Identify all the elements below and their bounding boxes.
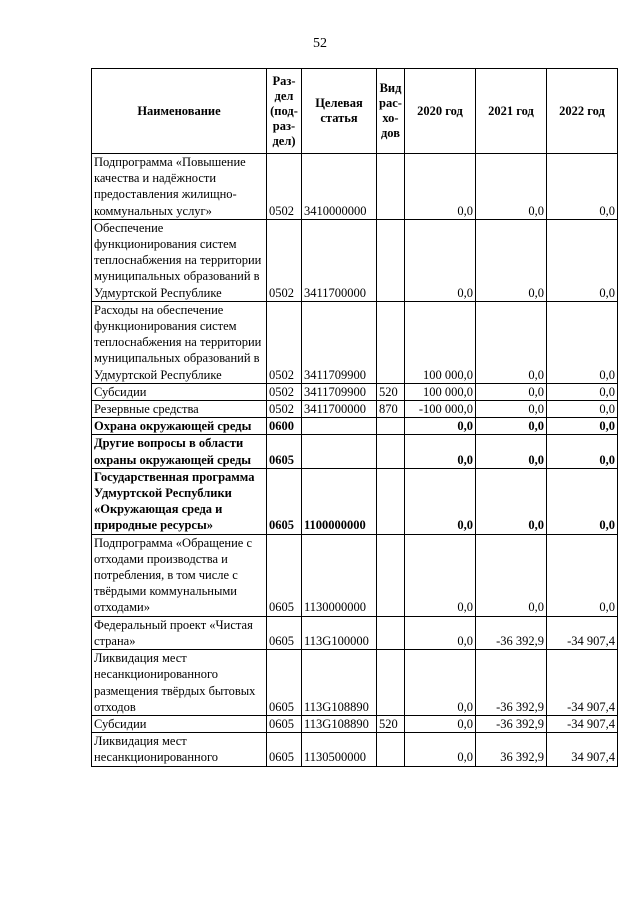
header-2021: 2021 год xyxy=(476,69,547,154)
cell-target: 113G100000 xyxy=(302,616,377,649)
cell-expense-type: 870 xyxy=(377,401,405,418)
header-expense-type: Вид рас-хо-дов xyxy=(377,69,405,154)
cell-2021: 36 392,9 xyxy=(476,733,547,766)
cell-name: Охрана окружающей среды xyxy=(92,418,267,435)
cell-2022: -34 907,4 xyxy=(547,650,618,716)
budget-table xyxy=(91,68,618,767)
table-row xyxy=(92,468,618,534)
cell-expense-type xyxy=(377,468,405,534)
cell-expense-type xyxy=(377,435,405,468)
cell-2021: -36 392,9 xyxy=(476,650,547,716)
cell-2020: 0,0 xyxy=(405,435,476,468)
cell-expense-type: 520 xyxy=(377,715,405,732)
cell-target: 113G108890 xyxy=(302,650,377,716)
cell-expense-type: 520 xyxy=(377,383,405,400)
cell-target: 3411709900 xyxy=(302,301,377,383)
cell-expense-type xyxy=(377,301,405,383)
cell-target: 3411700000 xyxy=(302,219,377,301)
cell-2022: 0,0 xyxy=(547,418,618,435)
cell-2020: 0,0 xyxy=(405,219,476,301)
table-row xyxy=(92,435,618,468)
cell-target xyxy=(302,418,377,435)
cell-2020: 0,0 xyxy=(405,650,476,716)
cell-2020: 0,0 xyxy=(405,715,476,732)
cell-name: Подпрограмма «Повышение качества и надёжности предоставления жилищно-коммунальных услуг» xyxy=(92,154,267,220)
table-row xyxy=(92,154,618,220)
cell-2022: 0,0 xyxy=(547,435,618,468)
cell-target: 1130500000 xyxy=(302,733,377,766)
cell-target: 3410000000 xyxy=(302,154,377,220)
cell-2020: 0,0 xyxy=(405,733,476,766)
cell-expense-type xyxy=(377,534,405,616)
table-row xyxy=(92,301,618,383)
cell-2022: 0,0 xyxy=(547,468,618,534)
header-target: Целевая статья xyxy=(302,69,377,154)
cell-2022: 0,0 xyxy=(547,219,618,301)
cell-name: Ликвидация мест несанкционированного xyxy=(92,733,267,766)
cell-2021: 0,0 xyxy=(476,219,547,301)
cell-2021: 0,0 xyxy=(476,401,547,418)
cell-name: Федеральный проект «Чистая страна» xyxy=(92,616,267,649)
cell-2021: 0,0 xyxy=(476,468,547,534)
table-row xyxy=(92,616,618,649)
table-row xyxy=(92,650,618,716)
cell-target xyxy=(302,435,377,468)
cell-target: 113G108890 xyxy=(302,715,377,732)
table-row xyxy=(92,401,618,418)
cell-target: 1100000000 xyxy=(302,468,377,534)
cell-target: 1130000000 xyxy=(302,534,377,616)
table-row xyxy=(92,715,618,732)
cell-section: 0605 xyxy=(267,534,302,616)
cell-2020: 0,0 xyxy=(405,616,476,649)
cell-expense-type xyxy=(377,219,405,301)
cell-name: Субсидии xyxy=(92,715,267,732)
cell-section: 0605 xyxy=(267,616,302,649)
cell-section: 0605 xyxy=(267,733,302,766)
cell-2021: 0,0 xyxy=(476,383,547,400)
cell-expense-type xyxy=(377,154,405,220)
cell-2022: -34 907,4 xyxy=(547,715,618,732)
cell-2020: 0,0 xyxy=(405,534,476,616)
header-row xyxy=(92,69,618,154)
cell-name: Государственная программа Удмуртской Республики «Окружающая среда и природные ресурсы» xyxy=(92,468,267,534)
cell-section: 0600 xyxy=(267,418,302,435)
cell-name: Обеспечение функционирования систем теплоснабжения на территории муниципальных образований в Удмуртской Республике xyxy=(92,219,267,301)
cell-2022: 0,0 xyxy=(547,154,618,220)
cell-section: 0502 xyxy=(267,383,302,400)
cell-2022: 0,0 xyxy=(547,383,618,400)
cell-expense-type xyxy=(377,418,405,435)
table-row xyxy=(92,418,618,435)
cell-2022: -34 907,4 xyxy=(547,616,618,649)
cell-2022: 34 907,4 xyxy=(547,733,618,766)
cell-2020: 0,0 xyxy=(405,468,476,534)
cell-section: 0605 xyxy=(267,715,302,732)
cell-2022: 0,0 xyxy=(547,534,618,616)
cell-2021: 0,0 xyxy=(476,154,547,220)
table-row xyxy=(92,383,618,400)
cell-target: 3411700000 xyxy=(302,401,377,418)
cell-expense-type xyxy=(377,650,405,716)
header-section: Раз-дел (под-раз-дел) xyxy=(267,69,302,154)
cell-expense-type xyxy=(377,616,405,649)
cell-2021: 0,0 xyxy=(476,418,547,435)
cell-2021: -36 392,9 xyxy=(476,715,547,732)
cell-section: 0502 xyxy=(267,301,302,383)
cell-name: Резервные средства xyxy=(92,401,267,418)
table-row xyxy=(92,219,618,301)
header-2020: 2020 год xyxy=(405,69,476,154)
cell-2020: 100 000,0 xyxy=(405,301,476,383)
cell-name: Другие вопросы в области охраны окружающей среды xyxy=(92,435,267,468)
cell-section: 0502 xyxy=(267,219,302,301)
table-row xyxy=(92,733,618,766)
cell-name: Субсидии xyxy=(92,383,267,400)
cell-2020: 0,0 xyxy=(405,154,476,220)
cell-2020: -100 000,0 xyxy=(405,401,476,418)
cell-2022: 0,0 xyxy=(547,301,618,383)
cell-2021: 0,0 xyxy=(476,534,547,616)
cell-section: 0605 xyxy=(267,650,302,716)
cell-2020: 100 000,0 xyxy=(405,383,476,400)
cell-2021: -36 392,9 xyxy=(476,616,547,649)
cell-2022: 0,0 xyxy=(547,401,618,418)
cell-name: Подпрограмма «Обращение с отходами производства и потребления, в том числе с твёрдыми коммунальными отходами» xyxy=(92,534,267,616)
page-number: 52 xyxy=(313,36,327,51)
header-2022: 2022 год xyxy=(547,69,618,154)
cell-name: Расходы на обеспечение функционирования систем теплоснабжения на территории муниципальных образований в Удмуртской Республике xyxy=(92,301,267,383)
cell-section: 0502 xyxy=(267,154,302,220)
cell-section: 0605 xyxy=(267,468,302,534)
cell-2020: 0,0 xyxy=(405,418,476,435)
table-row xyxy=(92,534,618,616)
cell-2021: 0,0 xyxy=(476,435,547,468)
cell-target: 3411709900 xyxy=(302,383,377,400)
cell-section: 0502 xyxy=(267,401,302,418)
cell-name: Ликвидация мест несанкционированного размещения твёрдых бытовых отходов xyxy=(92,650,267,716)
cell-section: 0605 xyxy=(267,435,302,468)
cell-expense-type xyxy=(377,733,405,766)
header-name: Наименование xyxy=(92,69,267,154)
cell-2021: 0,0 xyxy=(476,301,547,383)
